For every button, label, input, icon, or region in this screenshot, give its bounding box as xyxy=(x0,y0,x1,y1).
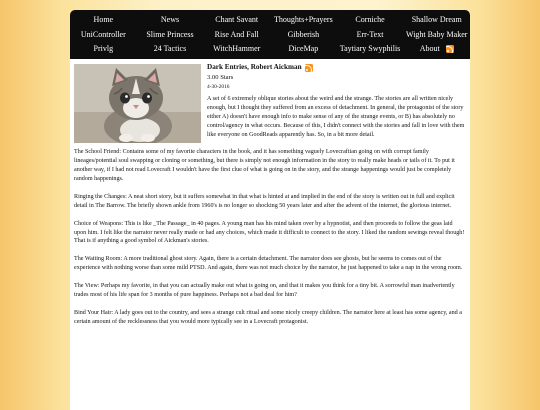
nav-link-thoughts-prayers[interactable]: Thoughts+Prayers xyxy=(273,15,333,25)
post-paragraph-waiting-room: The Waiting Room: A more traditional ghost story. Again, there is a certain detachment. The narrator does see ghosts, but he seems to comes out of the experience with nothing worse than some mild PTSD. And again, there was not much choice by the narrator, he just happened to take a nap in the wrong room. xyxy=(74,256,463,272)
nav-link-corniche[interactable]: Corniche xyxy=(355,15,385,25)
nav-link-privlg[interactable]: Privlg xyxy=(93,44,114,54)
nav-link-home[interactable]: Home xyxy=(93,15,114,25)
nav-link-gibberish[interactable]: Gibberish xyxy=(287,29,320,39)
post-rating: 3.00 Stars xyxy=(207,74,234,81)
page xyxy=(70,10,470,410)
post-content xyxy=(70,59,470,410)
nav-row-2 xyxy=(70,28,470,43)
nav-row-3 xyxy=(70,42,470,57)
post-title[interactable]: Dark Entries, Robert Aickman xyxy=(207,63,302,71)
post-paragraph-bind-your-hair: Bind Your Hair: A lady goes out to the country, and sees a strange cult ritual and some nicely creepy children. The narrator here at least has some agency, and a certain amount of the recklessness that you would more typically see in a Lovecraft protagonist. xyxy=(74,309,462,325)
post-header xyxy=(74,63,466,148)
post-paragraph-school-friend: The School Friend: Contains some of my favorite characters in the book, and it has something vaguely Lovecraftian going on with corrupt family lineages/potential soul swapping or cloning or something, but there is simply not enough information in the story to really make heads or tails of it. To put it another way, if I had not read Lovecraft I wouldn't have the first clue of what is going on in the story, and the strange happenings would just be completely random happenings. xyxy=(74,149,455,183)
kitten-photo-icon xyxy=(74,64,201,143)
post-date: 4-30-2016 xyxy=(207,84,230,90)
nav-link-news[interactable]: News xyxy=(160,15,180,25)
rss-feed-icon[interactable] xyxy=(446,45,454,53)
nav-link-shallow-dream[interactable]: Shallow Dream xyxy=(411,15,462,25)
nav-link-chant-savant[interactable]: Chant Savant xyxy=(215,15,259,25)
nav-link-taytiary-swyphilis[interactable]: Taytiary Swyphilis xyxy=(339,44,401,54)
nav-link-witchhammer[interactable]: WitchHammer xyxy=(213,44,261,54)
post-title-row xyxy=(207,63,466,72)
post-paragraph-intro: A set of 6 extremely oblique stories about the weird and the strange. The stories are all written nicely enough, but I thought they suffered from an excess of detachment. In general, the protagonist of the story either A) doesn't have enough info to make sense of any of the strange events, or B) has absolutely no control/agency in what occurs. Because of this, I didn't connect with the stories and fall in love with them like everyone on GoodReads apparently has. So, in a bit more detail. xyxy=(207,96,465,138)
rss-feed-icon[interactable] xyxy=(305,64,313,72)
nav-link-err-text[interactable]: Err-Text xyxy=(356,29,384,39)
top-navigation xyxy=(70,10,470,59)
nav-link-unicontroller[interactable]: UniController xyxy=(80,29,126,39)
nav-link-rise-and-fall[interactable]: Rise And Fall xyxy=(214,29,259,39)
nav-link-24-tactics[interactable]: 24 Tactics xyxy=(153,44,187,54)
nav-link-about[interactable]: About xyxy=(419,44,440,54)
post-paragraph-choice-of-weapons: Choice of Weapons: This is like _The Passage_ in 40 pages. A young man has his mind taken over by a hypnotist, and then proceeds to follow the geas laid upon him. I felt like the narrator never really made or had any choices, which made it difficult to connect to the story. I liked the random sewings reveal though! That is if anything a good symbol of Aickman's stories. xyxy=(74,220,465,245)
nav-row-1 xyxy=(70,13,470,28)
nav-link-dicemap[interactable]: DiceMap xyxy=(288,44,319,54)
nav-link-slime-princess[interactable]: Slime Princess xyxy=(146,29,194,39)
nav-link-about-group xyxy=(403,42,470,56)
nav-link-wight-baby-maker[interactable]: Wight Baby Maker xyxy=(405,29,468,39)
post-paragraph-ringing-changes: Ringing the Changes: A neat short story, but it suffers somewhat in that what is hinted at and implied in the end of the story is written out in full and explicit detail in The Barrow. The briefly shown ankle from 1960's is no longer so shocking 50 years later and after the advent of the internet, the glorious internet. xyxy=(74,193,455,209)
post-paragraph-the-view: The View: Perhaps my favorite, in that you can actually make out what is going on, and that it makes you think for a tiny bit. A sorrowful man inadvertently trades most of his life span for 3 months of pure happiness. Perhaps not a bad deal for him? xyxy=(74,282,455,298)
